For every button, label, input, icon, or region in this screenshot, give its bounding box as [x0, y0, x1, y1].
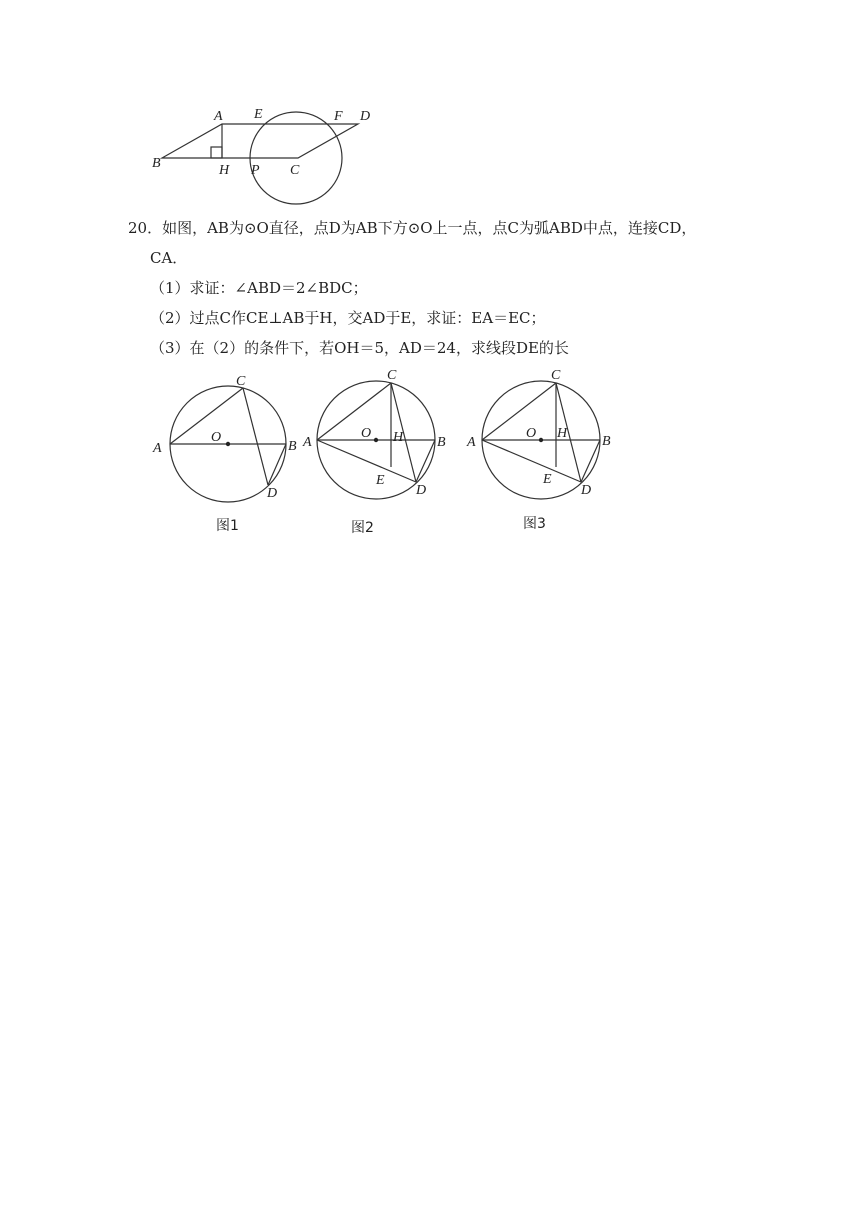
label-h: H	[219, 163, 230, 178]
fig1-chord-ac	[170, 388, 243, 444]
fig1-caption: 图1	[216, 518, 239, 534]
fig2-chord-ac	[317, 383, 391, 440]
fig3-chord-ad	[482, 440, 581, 482]
circle-figures	[140, 362, 620, 542]
fig3-label-e: E	[543, 472, 552, 487]
fig2-label-a: A	[303, 435, 312, 450]
label-d: D	[360, 109, 371, 124]
fig2-center-dot	[374, 438, 378, 442]
fig2-chord-bd	[416, 440, 435, 482]
fig2-label-d: D	[416, 483, 427, 498]
fig2-label-b: B	[437, 435, 446, 450]
right-angle-mark	[211, 147, 222, 158]
label-b: B	[152, 156, 161, 171]
question-20-part2: （2）过点C作CE⊥AB于H，交AD于E，求证：EA＝EC；	[150, 309, 546, 327]
figure-2	[302, 368, 446, 536]
fig3-label-a: A	[467, 435, 476, 450]
fig3-center-dot	[539, 438, 543, 442]
fig3-label-d: D	[581, 483, 592, 498]
fig1-chord-cd	[243, 388, 268, 485]
fig1-label-c: C	[236, 374, 246, 389]
fig3-label-o: O	[526, 426, 537, 441]
label-a: A	[214, 109, 223, 124]
fig1-label-d: D	[267, 486, 278, 501]
fig2-label-h: H	[393, 430, 404, 445]
fig3-chord-ac	[482, 383, 556, 440]
fig3-caption: 图3	[523, 516, 546, 532]
figure-1	[152, 374, 297, 534]
fig1-center-dot	[226, 442, 230, 446]
fig1-chord-bd	[268, 444, 286, 485]
label-p: P	[251, 163, 260, 178]
fig2-caption: 图2	[351, 520, 374, 536]
question-20-part1: （1）求证：∠ABD＝2∠BDC；	[150, 279, 368, 297]
fig3-chord-bd	[581, 440, 600, 482]
fig3-label-c: C	[551, 368, 561, 383]
fig3-label-h: H	[557, 426, 568, 441]
fig1-label-b: B	[288, 439, 297, 454]
fig2-label-c: C	[387, 368, 397, 383]
question-20-part3: （3）在（2）的条件下，若OH＝5，AD＝24，求线段DE的长	[150, 339, 569, 357]
fig2-label-e: E	[376, 473, 385, 488]
question-20-stem: 20．如图，AB为⊙O直径，点D为AB下方⊙O上一点，点C为弧ABD中点，连接CD，	[128, 219, 697, 237]
fig2-chord-ad	[317, 440, 416, 482]
question-20-stem-cont: CA．	[150, 249, 188, 267]
label-e: E	[254, 107, 263, 122]
fig1-label-a: A	[153, 441, 162, 456]
label-f: F	[334, 109, 343, 124]
fig1-label-o: O	[211, 430, 222, 445]
fig3-label-b: B	[602, 434, 611, 449]
label-c: C	[290, 163, 300, 178]
figure-3	[466, 368, 611, 532]
top-geometry-figure	[140, 100, 380, 212]
fig2-label-o: O	[361, 426, 372, 441]
